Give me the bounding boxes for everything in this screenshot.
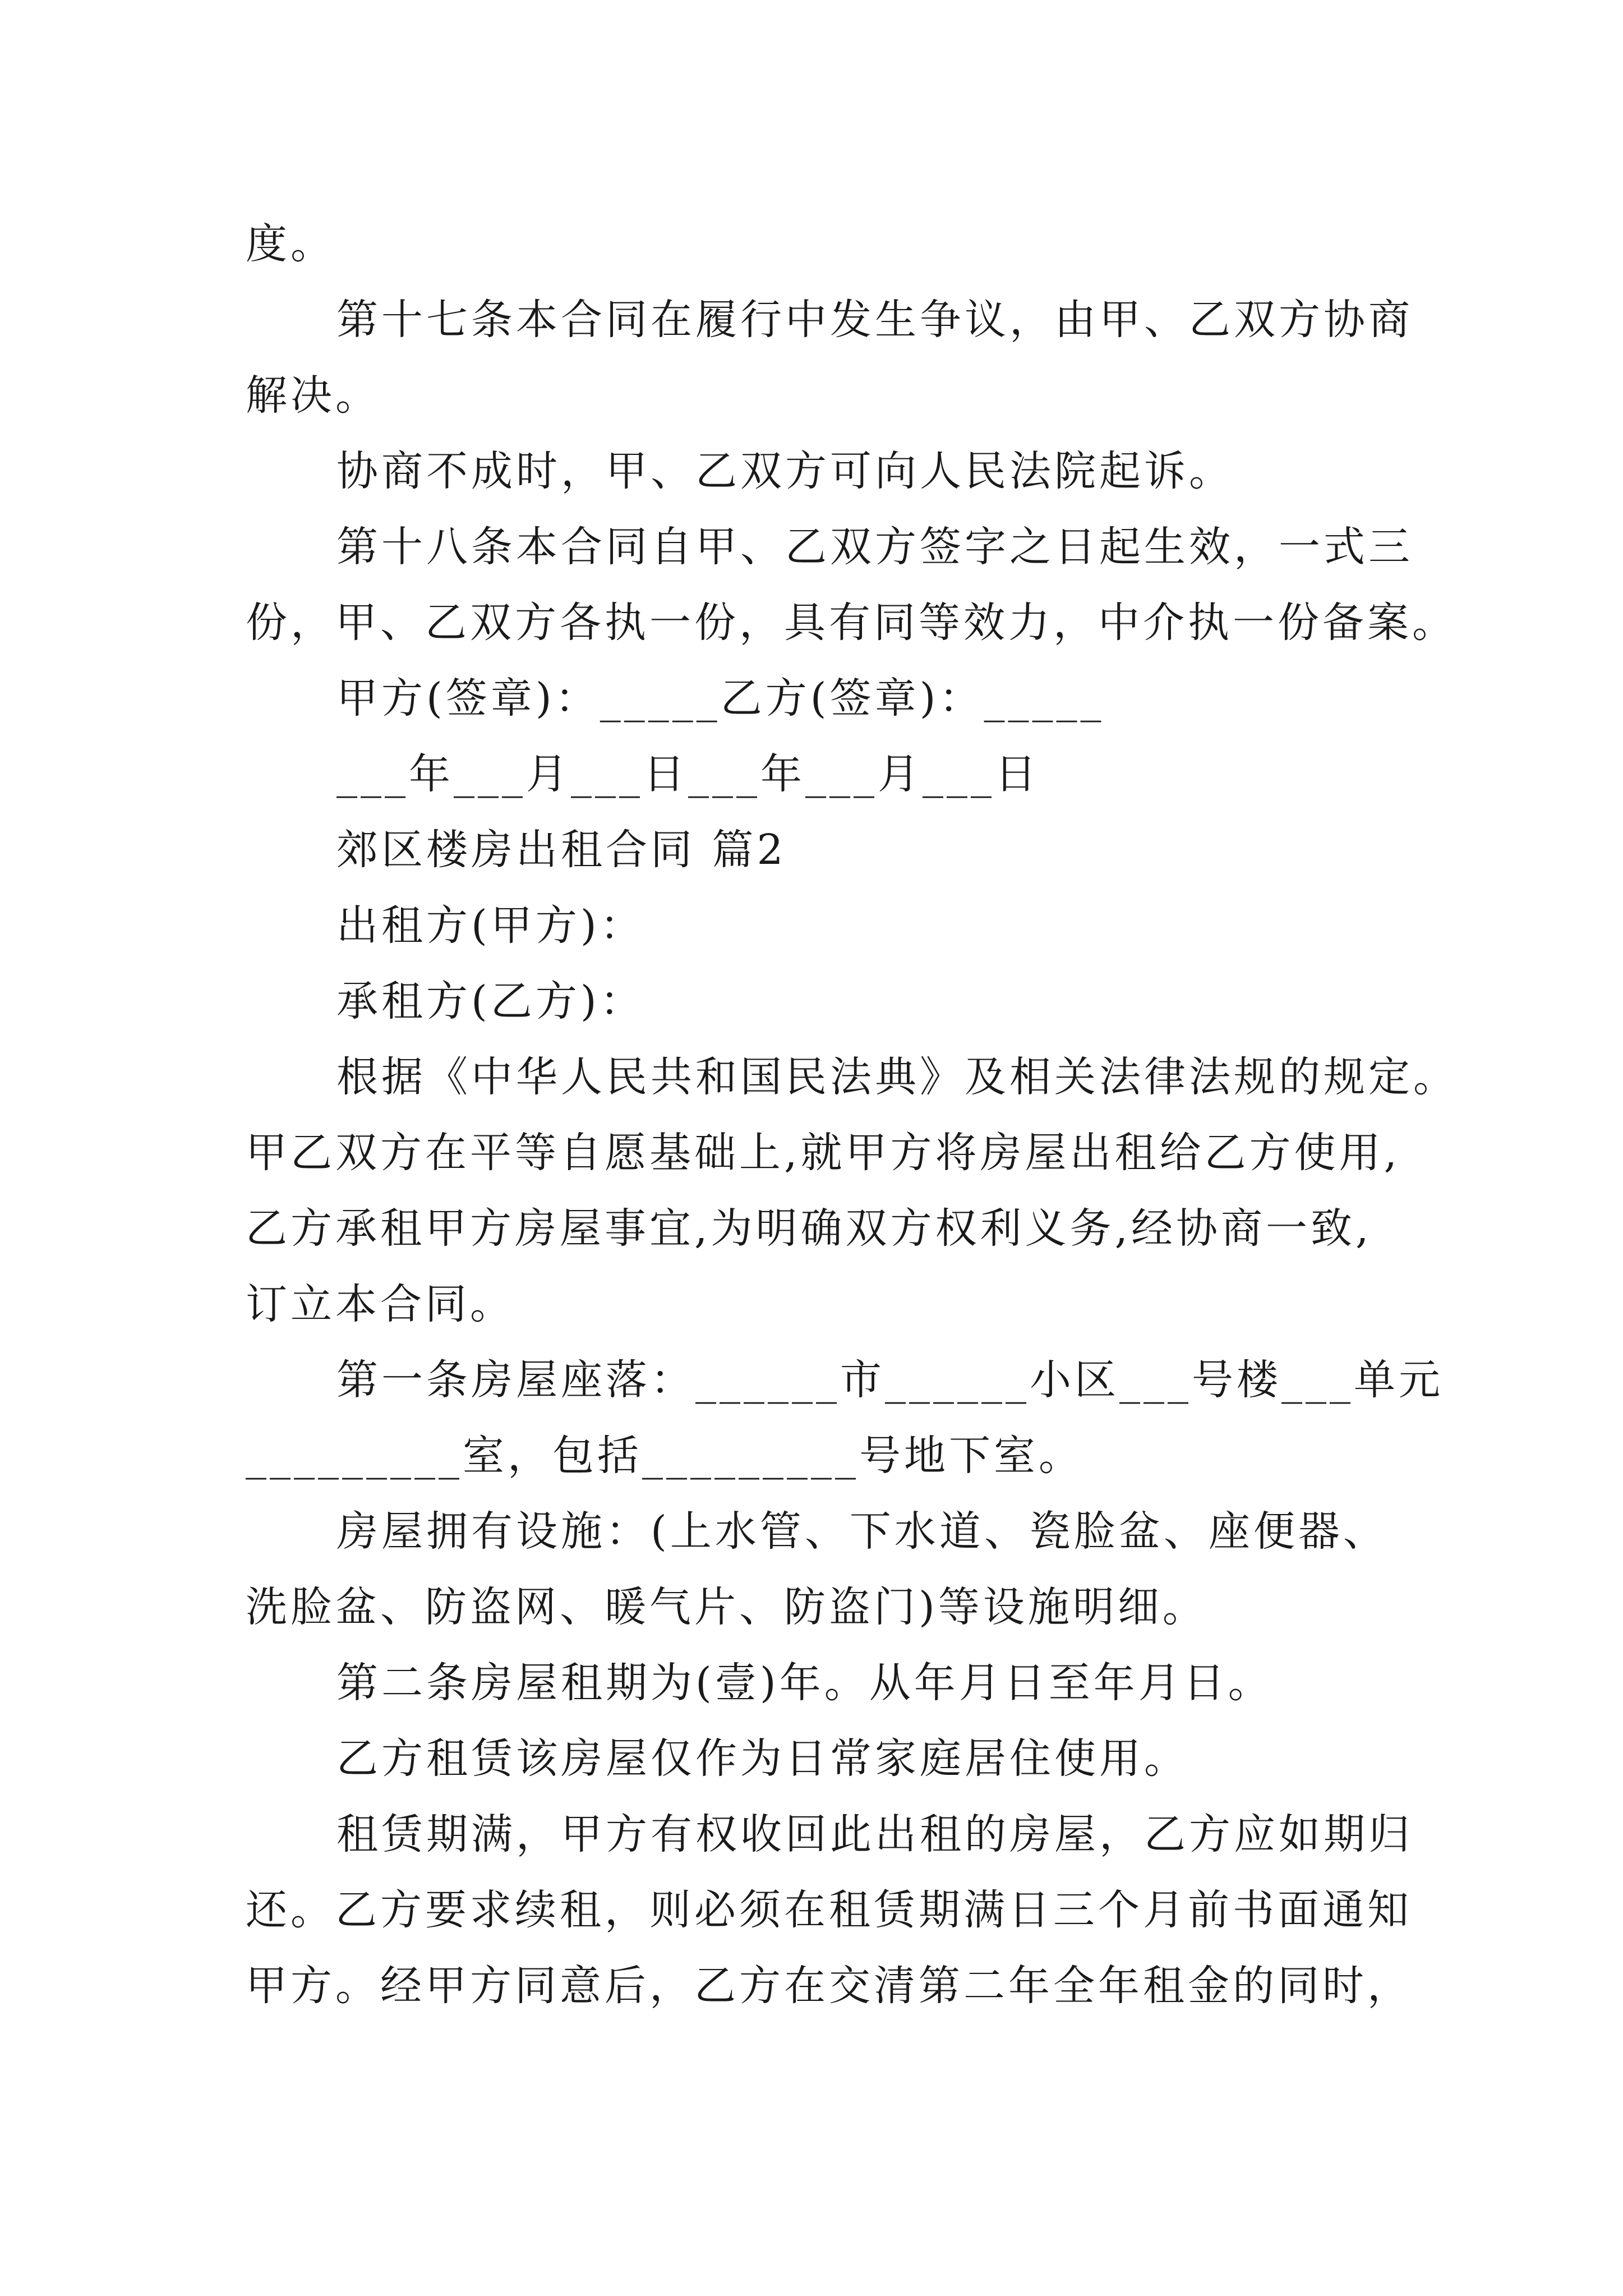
section-title: 郊区楼房出租合同 篇2 xyxy=(336,826,787,874)
text-line: 乙方租赁该房屋仅作为日常家庭居住使用。 xyxy=(336,1734,1189,1783)
text-line: 房屋拥有设施：(上水管、下水道、瓷脸盆、座便器、 xyxy=(336,1507,1388,1556)
text-line: 份，甲、乙双方各执一份，具有同等效力，中介执一份备案。 xyxy=(246,599,1457,647)
text-line: 还。乙方要求续租，则必须在租赁期满日三个月前书面通知 xyxy=(246,1886,1412,1934)
text-line: 甲方。经甲方同意后，乙方在交清第二年全年租金的同时， xyxy=(246,1962,1412,2010)
text-line: 解决。 xyxy=(246,371,380,420)
text-line: 洗脸盆、防盗网、暖气片、防盗门)等设施明细。 xyxy=(246,1583,1207,1631)
text-line: 根据《中华人民共和国民法典》及相关法律法规的规定。 xyxy=(336,1053,1458,1101)
text-line: 度。 xyxy=(246,220,335,268)
text-line: 第二条房屋租期为(壹)年。从年月日至年月日。 xyxy=(336,1659,1273,1707)
text-line: 第十七条本合同在履行中发生争议，由甲、乙双方协商 xyxy=(336,296,1413,344)
text-line: 乙方承租甲方房屋事宜,为明确双方权利义务,经协商一致, xyxy=(246,1204,1372,1253)
text-line: 甲乙双方在平等自愿基础上,就甲方将房屋出租给乙方使用, xyxy=(246,1129,1401,1177)
text-line: 出租方(甲方)： xyxy=(336,901,645,950)
date-line: ___年___月___日___年___月___日 xyxy=(336,750,1040,798)
text-line: 承租方(乙方)： xyxy=(336,977,645,1025)
text-line: 协商不成时，甲、乙双方可向人民法院起诉。 xyxy=(336,447,1234,495)
signature-line: 甲方(签章)：_____乙方(签章)：_____ xyxy=(336,674,1105,723)
text-line: 订立本合同。 xyxy=(246,1280,515,1328)
text-line: 租赁期满，甲方有权收回此出租的房屋，乙方应如期归 xyxy=(336,1810,1413,1858)
text-line: _________室，包括_________号地下室。 xyxy=(246,1432,1083,1480)
text-line: 第一条房屋座落：______市______小区___号楼___单元 xyxy=(336,1356,1444,1404)
text-line: 第十八条本合同自甲、乙双方签字之日起生效，一式三 xyxy=(336,523,1413,571)
